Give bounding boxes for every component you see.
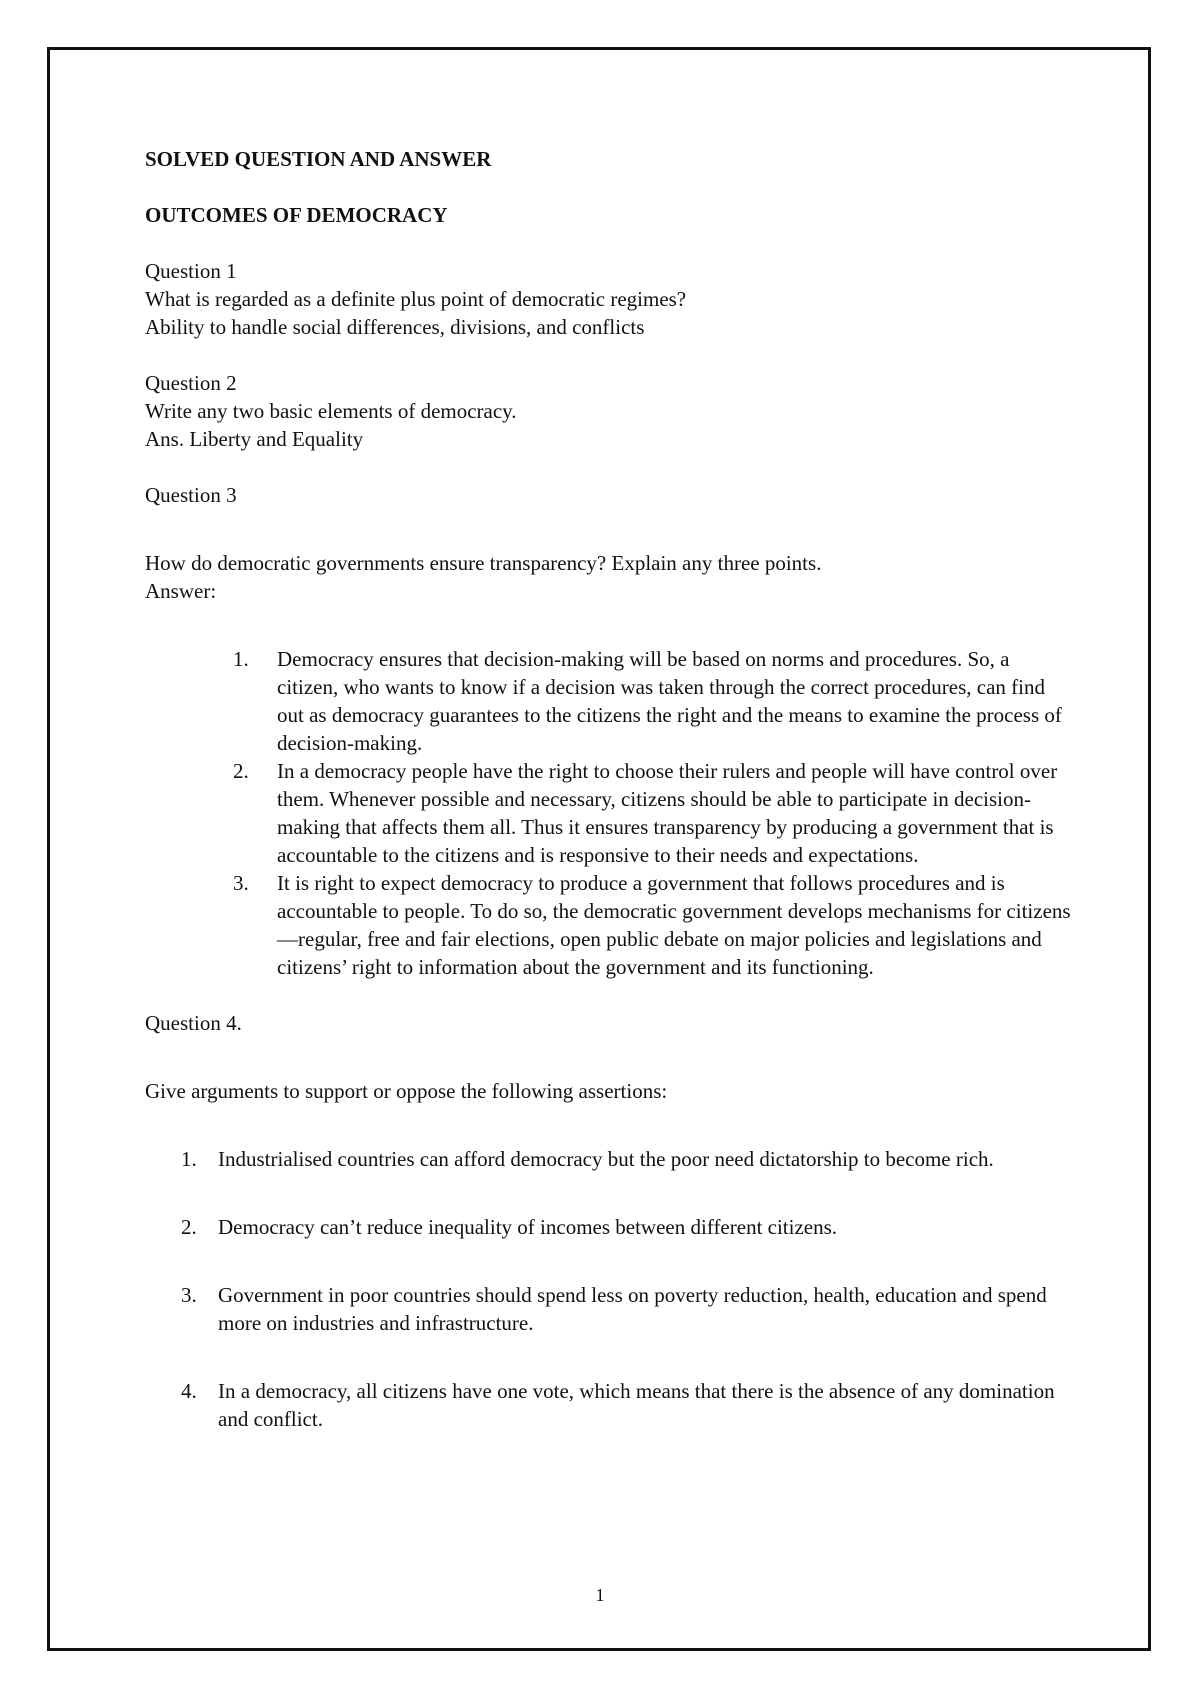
list-item <box>233 645 1075 757</box>
question-2-label: Question 2 <box>145 371 237 395</box>
list-item <box>181 1281 1075 1337</box>
list-item-number: 1. <box>181 1147 197 1171</box>
question-2-answer: Ans. Liberty and Equality <box>145 427 364 451</box>
question-3-label: Question 3 <box>145 483 237 507</box>
list-item-text: Democracy ensures that decision-making will be based on norms and procedures. So, a citizen, who wants to know if a decision was taken through the correct procedures, can find out as democracy guarantees to the citizens the right and the means to examine the process of decision-making. <box>277 647 1062 755</box>
question-1-label: Question 1 <box>145 259 237 283</box>
question-3-answer-label: Answer: <box>145 579 217 603</box>
question-1-text: What is regarded as a definite plus point of democratic regimes? <box>145 287 687 311</box>
list-item-text: Democracy can’t reduce inequality of incomes between different citizens. <box>218 1215 838 1239</box>
question-4-assertion-list <box>181 1145 1075 1433</box>
list-item-text: Industrialised countries can afford democracy but the poor need dictatorship to become rich. <box>218 1147 994 1171</box>
list-item-number: 2. <box>181 1215 197 1239</box>
document-title: SOLVED QUESTION AND ANSWER <box>145 147 492 171</box>
list-item <box>233 757 1075 869</box>
list-item-text: In a democracy people have the right to choose their rulers and people will have control over them. Whenever possible and necessary, citizens should be able to participate in decision-making that affects them all. Thus it ensures transparency by producing a government that is accountable to the citizens and is responsive to their needs and expectations. <box>277 759 1058 867</box>
page-number: 1 <box>595 1585 605 1605</box>
list-item-number: 3. <box>181 1283 197 1307</box>
document-subtitle: OUTCOMES OF DEMOCRACY <box>145 203 448 227</box>
question-3-text: How do democratic governments ensure transparency? Explain any three points. <box>145 551 822 575</box>
question-1-answer: Ability to handle social differences, divisions, and conflicts <box>145 315 645 339</box>
question-3-answer-list <box>233 645 1075 981</box>
question-4-text: Give arguments to support or oppose the following assertions: <box>145 1079 668 1103</box>
list-item <box>181 1145 1075 1173</box>
list-item-number: 1. <box>233 647 249 671</box>
list-item-text: It is right to expect democracy to produce a government that follows procedures and is accountable to people. To do so, the democratic government develops mechanisms for citizens—regular, free and fair elections, open public debate on major policies and legislations and citizens’ right to information about the government and its functioning. <box>277 871 1071 979</box>
question-4-label: Question 4. <box>145 1011 242 1035</box>
list-item <box>181 1213 1075 1241</box>
list-item-number: 4. <box>181 1379 197 1403</box>
document-body <box>145 145 1075 1433</box>
question-2-text: Write any two basic elements of democracy. <box>145 399 517 423</box>
list-item-text: In a democracy, all citizens have one vote, which means that there is the absence of any domination and conflict. <box>218 1379 1055 1431</box>
list-item <box>181 1377 1075 1433</box>
list-item-number: 2. <box>233 759 249 783</box>
list-item-text: Government in poor countries should spend less on poverty reduction, health, education and spend more on industries and infrastructure. <box>218 1283 1047 1335</box>
list-item <box>233 869 1075 981</box>
list-item-number: 3. <box>233 871 249 895</box>
